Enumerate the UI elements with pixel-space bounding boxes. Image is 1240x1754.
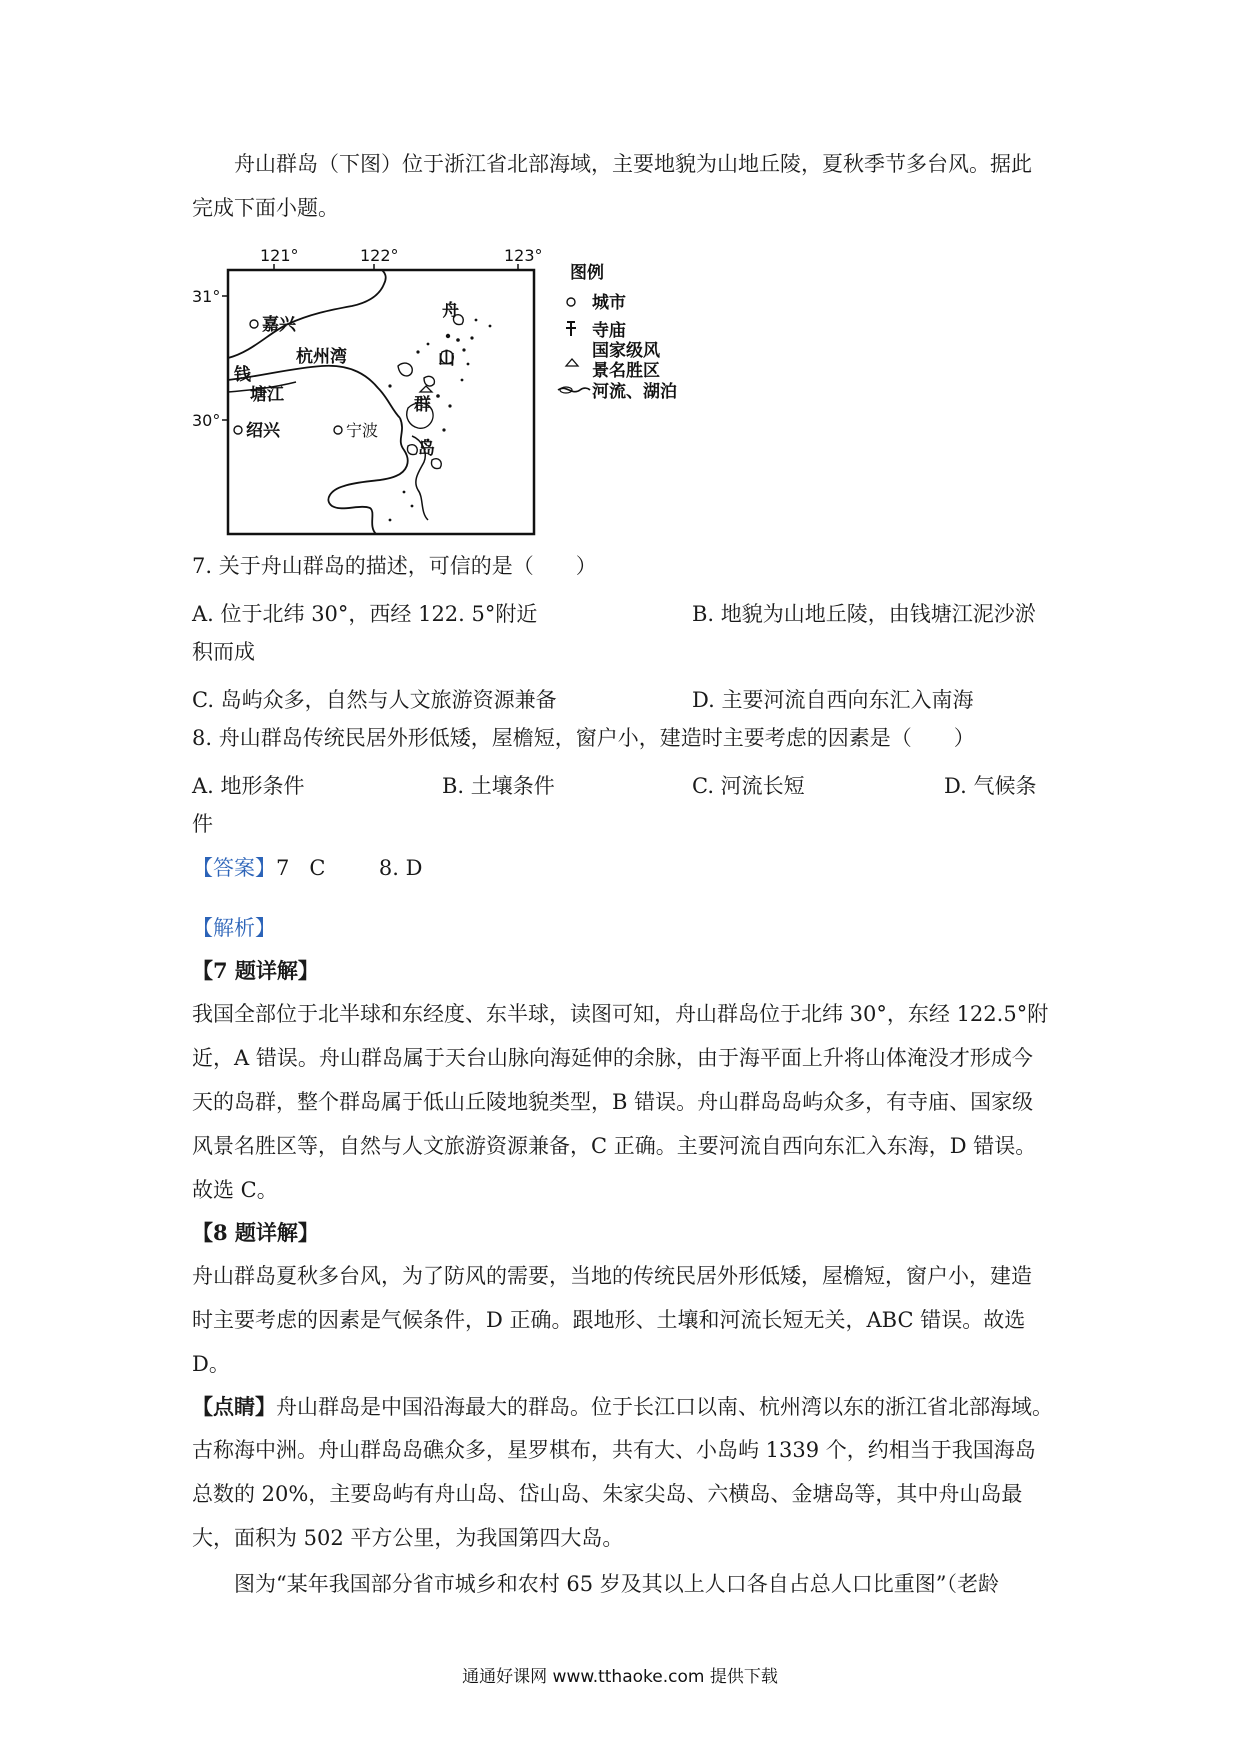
lon-121-label: 121° [260, 246, 299, 265]
q8-detail-line-2: 时主要考虑的因素是气候条件，D 正确。跟地形、土壤和河流长短无关，ABC 错误。故选 [192, 1308, 1026, 1332]
legend-scenic-icon [566, 359, 578, 366]
place-zhou: 舟 [442, 301, 459, 321]
legend-river-icon [558, 388, 590, 392]
lon-123-label: 123° [504, 246, 543, 265]
place-shan: 山 [438, 349, 455, 369]
lat-30-label: 30° [192, 411, 221, 430]
legend-title: 图例 [570, 263, 604, 283]
q8-stem: 8. 舟山群岛传统民居外形低矮，屋檐短，窗户小，建造时主要考虑的因素是（ ） [192, 726, 975, 750]
zhoushan-map [192, 240, 712, 540]
place-dao: 岛 [418, 439, 435, 459]
answer-label: 【答案】 [192, 856, 276, 880]
q8-option-d-cont: 件 [192, 812, 213, 836]
intro-line-1: 舟山群岛（下图）位于浙江省北部海域，主要地貌为山地丘陵，夏秋季节多台风。据此 [234, 152, 1032, 176]
answer-line [192, 856, 422, 881]
legend-river: 河流、湖泊 [592, 382, 677, 402]
next-question-intro: 图为“某年我国部分省市城乡和农村 65 岁及其以上人口各自占总人口比重图”（老龄 [234, 1572, 1000, 1596]
legend-city: 城市 [592, 293, 626, 313]
place-qian: 钱 [234, 365, 251, 385]
place-ningbo: 宁波 [346, 421, 379, 440]
intro-line-2: 完成下面小题。 [192, 196, 339, 220]
q7-detail-line-4: 风景名胜区等，自然与人文旅游资源兼备，C 正确。主要河流自西向东汇入东海，D 错误。 [192, 1134, 1037, 1158]
answer-text: 7 C 8. D [276, 856, 423, 880]
q8-detail-line-1: 舟山群岛夏秋多台风，为了防风的需要，当地的传统民居外形低矮，屋檐短，窗户小，建造 [192, 1264, 1032, 1288]
q7-detail-line-5: 故选 C。 [192, 1178, 278, 1202]
q8-option-c: C. 河流长短 [692, 774, 805, 798]
legend-temple-icon [566, 322, 576, 336]
q7-option-d: D. 主要河流自西向东汇入南海 [692, 688, 974, 712]
q7-detail-heading: 【7 题详解】 [192, 958, 319, 983]
tip-label: 【点睛】 [192, 1394, 276, 1419]
q8-detail-heading: 【8 题详解】 [192, 1220, 319, 1245]
tip-line-1-text: 舟山群岛是中国沿海最大的群岛。位于长江口以南、杭州湾以东的浙江省北部海域。 [276, 1395, 1053, 1419]
legend-scenic-2: 景名胜区 [592, 361, 660, 381]
q7-detail-line-2: 近，A 错误。舟山群岛属于天台山脉向海延伸的余脉，由于海平面上升将山体淹没才形成今 [192, 1046, 1033, 1070]
legend-city-icon [567, 298, 575, 306]
city-marker-shaoxing [234, 426, 242, 434]
place-hangzhouwan: 杭州湾 [296, 347, 347, 367]
tip-line-2: 古称海中洲。舟山群岛岛礁众多，星罗棋布，共有大、小岛屿 1339 个，约相当于我国海岛 [192, 1438, 1036, 1462]
footer-watermark: 通通好课网 www.tthaoke.com 提供下载 [462, 1667, 778, 1687]
place-jiaxing: 嘉兴 [262, 315, 296, 335]
q7-option-c: C. 岛屿众多，自然与人文旅游资源兼备 [192, 688, 557, 712]
lon-122-label: 122° [360, 246, 399, 265]
map-svg [192, 240, 712, 540]
place-qun: 群 [414, 395, 431, 415]
q7-option-b: B. 地貌为山地丘陵，由钱塘江泥沙淤 [692, 602, 1036, 626]
place-tangjiang: 塘江 [250, 385, 284, 405]
tip-line-4: 大，面积为 502 平方公里，为我国第四大岛。 [192, 1526, 624, 1550]
q8-option-a: A. 地形条件 [192, 774, 305, 798]
q8-option-b: B. 土壤条件 [442, 774, 555, 798]
q7-detail-line-3: 天的岛群，整个群岛属于低山丘陵地貌类型，B 错误。舟山群岛岛屿众多，有寺庙、国家级 [192, 1090, 1034, 1114]
legend-temple: 寺庙 [592, 321, 626, 341]
q7-detail-line-1: 我国全部位于北半球和东经度、东半球，读图可知，舟山群岛位于北纬 30°，东经 122.5°附 [192, 1002, 1049, 1026]
q7-stem: 7. 关于舟山群岛的描述，可信的是（ ） [192, 554, 597, 578]
q7-option-a: A. 位于北纬 30°，西经 122. 5°附近 [192, 602, 538, 626]
analysis-label: 【解析】 [192, 916, 276, 940]
lat-31-label: 31° [192, 287, 221, 306]
place-shaoxing: 绍兴 [246, 421, 280, 441]
q8-option-d: D. 气候条 [944, 774, 1037, 798]
q8-detail-line-3: D。 [192, 1352, 230, 1376]
q7-option-b-cont: 积而成 [192, 640, 255, 664]
tip-line-1 [192, 1394, 1053, 1420]
tip-line-3: 总数的 20%，主要岛屿有舟山岛、岱山岛、朱家尖岛、六横岛、金塘岛等，其中舟山岛最 [192, 1482, 1023, 1506]
city-marker-ningbo [334, 426, 342, 434]
legend-scenic-1: 国家级风 [592, 341, 660, 361]
city-marker-jiaxing [250, 320, 258, 328]
